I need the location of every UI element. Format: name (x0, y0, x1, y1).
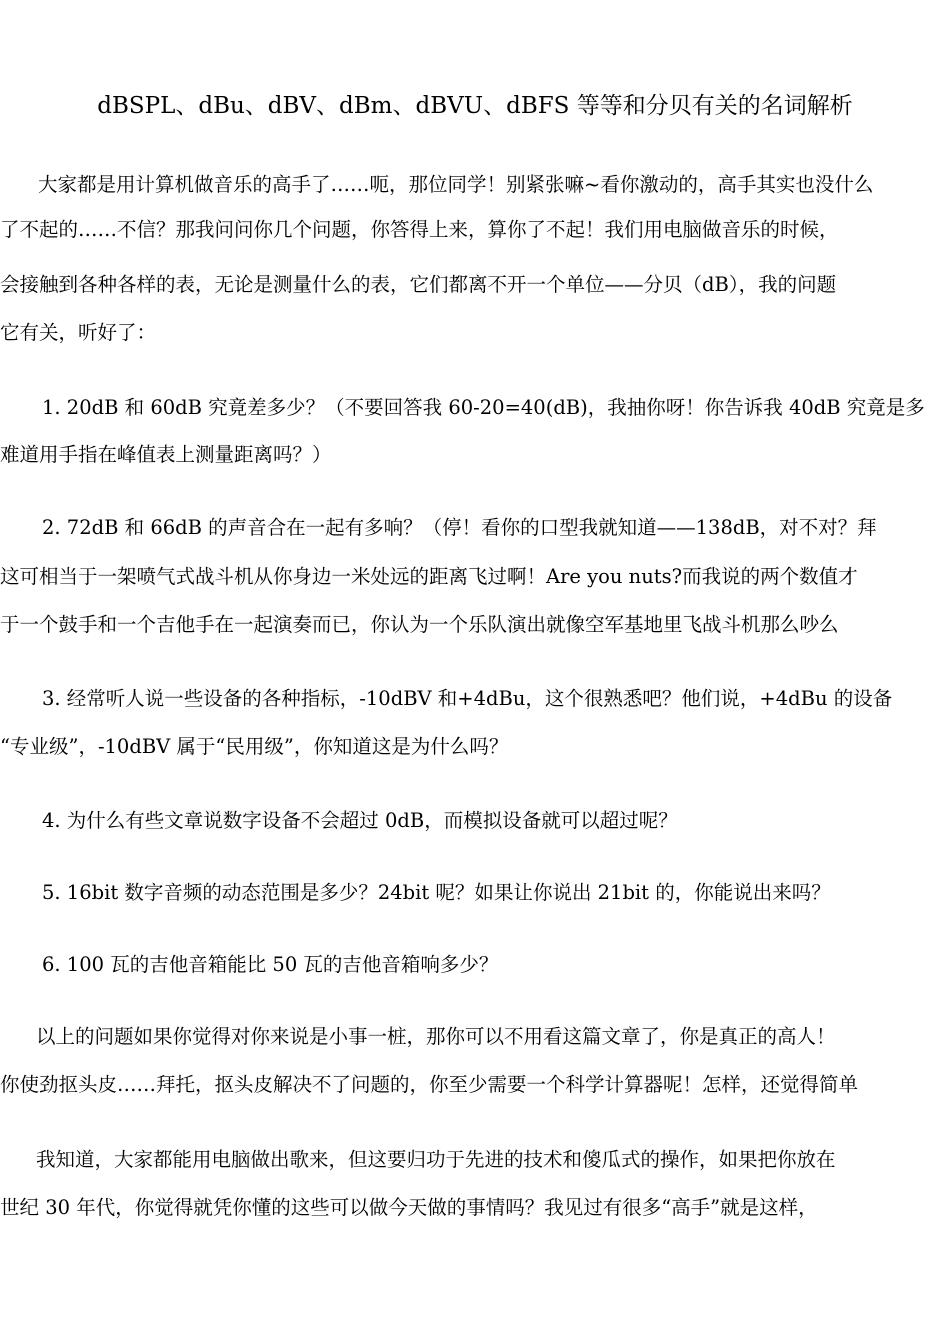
intro-line-4: 它有关，听好了： (0, 321, 157, 344)
document-title: dBSPL、dBu、dBV、dBm、dBVU、dBFS 等等和分贝有关的名词解析 (97, 93, 853, 119)
question-3-line-1: 3. 经常听人说一些设备的各种指标，-10dBV 和+4dBu，这个很熟悉吧？他们说，+4dBu 的设备 (42, 687, 893, 710)
question-2-line-2: 这可相当于一架喷气式战斗机从你身边一米处远的距离飞过啊！Are you nuts?而我说的两个数值才 (0, 565, 858, 588)
question-2-line-1: 2. 72dB 和 66dB 的声音合在一起有多响？（停！看你的口型我就知道——138dB，对不对？拜 (42, 516, 877, 539)
paragraph-3-line-2: 世纪 30 年代，你觉得就凭你懂的这些可以做今天做的事情吗？我见过有很多“高手”就是这样， (0, 1196, 818, 1219)
question-2-line-3: 于一个鼓手和一个吉他手在一起演奏而已，你认为一个乐队演出就像空军基地里飞战斗机那么吵么 (0, 613, 839, 636)
intro-line-2: 了不起的……不信？那我问问你几个问题，你答得上来，算你了不起！我们用电脑做音乐的时候， (0, 218, 839, 241)
paragraph-3-line-1: 我知道，大家都能用电脑做出歌来，但这要归功于先进的技术和傻瓜式的操作，如果把你放在 (36, 1148, 836, 1171)
question-3-line-2: “专业级”，-10dBV 属于“民用级”，你知道这是为什么吗？ (0, 735, 509, 758)
paragraph-2-line-2: 你使劲抠头皮……拜托，抠头皮解决不了问题的，你至少需要一个科学计算器呢！怎样，还觉得简单 (0, 1073, 859, 1096)
paragraph-2-line-1: 以上的问题如果你觉得对你来说是小事一桩，那你可以不用看这篇文章了，你是真正的高人！ (36, 1025, 836, 1048)
question-1-line-2: 难道用手指在峰值表上测量距离吗？） (0, 443, 332, 466)
question-1-line-1: 1. 20dB 和 60dB 究竟差多少？（不要回答我 60-20=40(dB)，我抽你呀！你告诉我 40dB 究竟是多 (42, 396, 925, 419)
intro-line-3: 会接触到各种各样的表，无论是测量什么的表，它们都离不开一个单位——分贝（dB），我的问题 (0, 273, 837, 296)
question-6: 6. 100 瓦的吉他音箱能比 50 瓦的吉他音箱响多少？ (42, 953, 499, 976)
question-5: 5. 16bit 数字音频的动态范围是多少？24bit 呢？如果让你说出 21bit 的，你能说出来吗？ (42, 881, 831, 904)
question-4: 4. 为什么有些文章说数字设备不会超过 0dB，而模拟设备就可以超过呢？ (42, 809, 678, 832)
intro-line-1: 大家都是用计算机做音乐的高手了……呃，那位同学！别紧张嘛~看你激动的，高手其实也没什么 (38, 173, 874, 196)
